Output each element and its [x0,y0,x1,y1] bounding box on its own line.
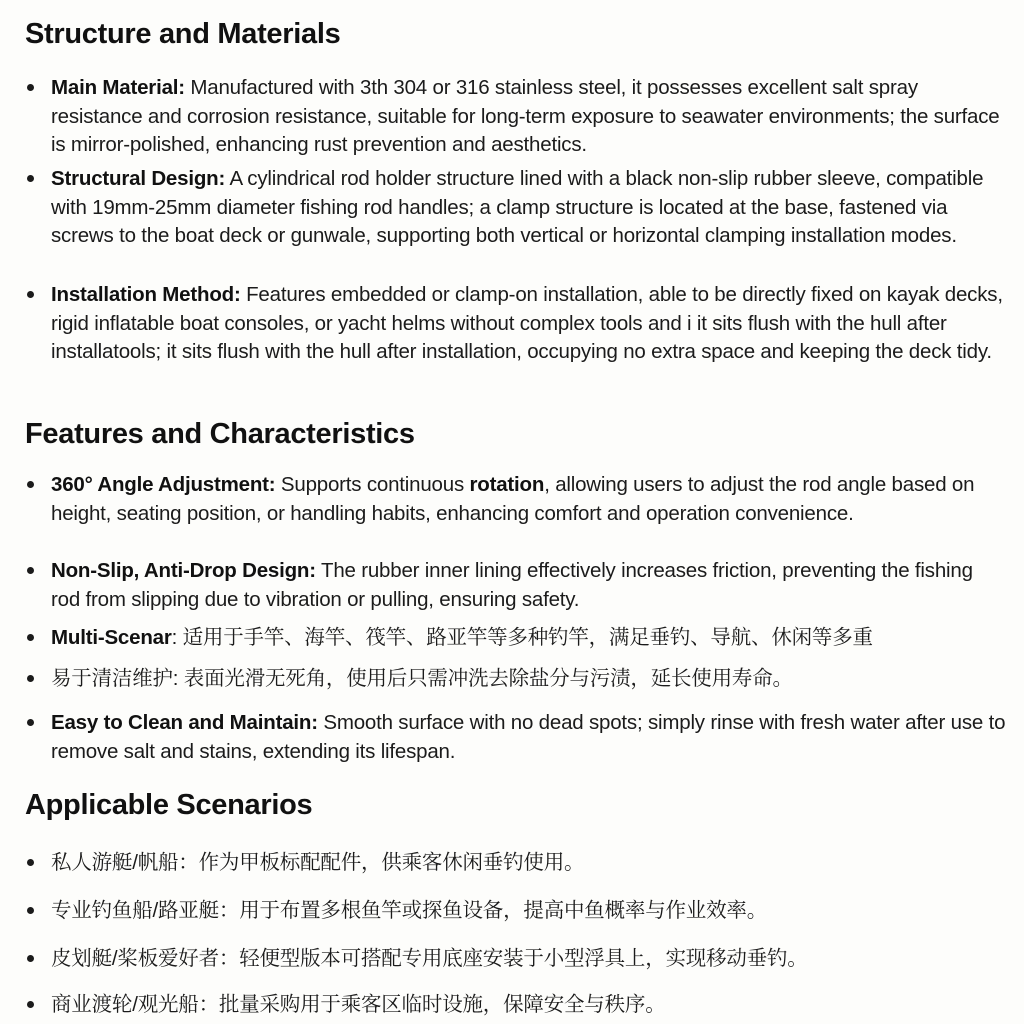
item-text [51,991,1007,1020]
item-label: Main Material: [51,76,185,99]
item-emphasis: rotation [469,473,545,496]
item-body: Manufactured with 3th 304 or 316 stainless steel, it possesses excellent salt spray resistance and corrosion resistance, suitable for long-term exposure to seawater environments; the surface is mirror-polished, enhancing rust prevention and aesthetics. [51,76,1000,156]
section-title-structure: Structure and Materials [25,18,341,50]
bullet-icon [27,1001,34,1008]
item-body: 皮划艇/桨板爱好者：轻便型版本可搭配专用底座安装于小型浮具上，实现移动垂钓。 [51,947,808,970]
item-text [51,471,1007,528]
item-body: Supports continuous [275,473,470,496]
list-item-non-slip [27,557,1007,614]
list-item-fishing-boat [27,897,1007,926]
list-item-structural-design [27,165,1007,251]
bullet-icon [27,675,34,682]
list-item-multi-scenario [27,624,1007,653]
list-item-private-yacht [27,849,1007,878]
item-body: : 适用于手竿、海竿、筏竿、路亚竿等多种钓竿，满足垂钓、导航、休闲等多重 [171,626,873,649]
list-item-main-material [27,74,1007,160]
bullet-icon [27,634,34,641]
item-body: Features embedded or clamp-on installation, able to be directly fixed on kayak decks, rigid inflatable boat consoles, or yacht helms without complex tools and i it sits flush with the hull after installatools; it sits flush with the hull after installation, occupying no extra space and keeping the deck tidy. [51,283,1003,363]
item-text [51,165,1007,251]
item-label: Installation Method: [51,283,241,306]
bullet-icon [27,907,34,914]
bullet-icon [27,291,34,298]
section-title-features: Features and Characteristics [25,418,415,450]
item-text [51,709,1007,766]
list-item-easy-clean-zh [27,665,1007,694]
bullet-icon [27,481,34,488]
item-text [51,849,1007,878]
item-body: The rubber inner lining effectively increases friction, preventing the fishing rod from slipping due to vibration or pulling, ensuring safety. [51,559,973,611]
item-body-continued: , allowing users to adjust the rod angle based on height, seating position, or handling habits, enhancing comfort and operation convenience. [51,473,975,525]
item-label: 360° Angle Adjustment: [51,473,276,496]
list-item-easy-clean [27,709,1007,766]
item-text [51,281,1007,367]
list-item-ferry [27,991,1007,1020]
bullet-icon [27,175,34,182]
bullet-icon [27,84,34,91]
list-item-kayak [27,945,1007,974]
item-body: 专业钓鱼船/路亚艇：用于布置多根鱼竿或探鱼设备，提高中鱼概率与作业效率。 [51,899,767,922]
item-body: 私人游艇/帆船：作为甲板标配配件，供乘客休闲垂钓使用。 [51,851,585,874]
item-body: Smooth surface with no dead spots; simply rinse with fresh water after use to remove salt and stains, extending its lifespan. [51,711,1006,763]
bullet-icon [27,955,34,962]
item-text [51,624,1007,653]
item-text [51,557,1007,614]
item-text [51,74,1007,160]
item-text [51,665,1007,694]
item-label: Easy to Clean and Maintain: [51,711,318,734]
list-item-angle-adjustment [27,471,1007,528]
bullet-icon [27,719,34,726]
item-label: Structural Design: [51,167,226,190]
item-text [51,897,1007,926]
bullet-icon [27,567,34,574]
item-body: 易于清洁维护: 表面光滑无死角，使用后只需冲洗去除盐分与污渍，延长使用寿命。 [51,667,793,690]
bullet-icon [27,859,34,866]
section-title-scenarios: Applicable Scenarios [25,789,313,821]
item-body: A cylindrical rod holder structure lined with a black non-slip rubber sleeve, compatible with 19mm-25mm diameter fishing rod handles; a clamp structure is located at the base, fastened via screws to the boat deck or gunwale, supporting both vertical or horizontal clamping installation modes. [51,167,984,247]
item-label: Non-Slip, Anti-Drop Design: [51,559,316,582]
item-text [51,945,1007,974]
item-label: Multi-Scenar [51,626,172,649]
item-body: 商业渡轮/观光船：批量采购用于乘客区临时设施，保障安全与秩序。 [51,993,666,1016]
list-item-installation-method [27,281,1007,367]
